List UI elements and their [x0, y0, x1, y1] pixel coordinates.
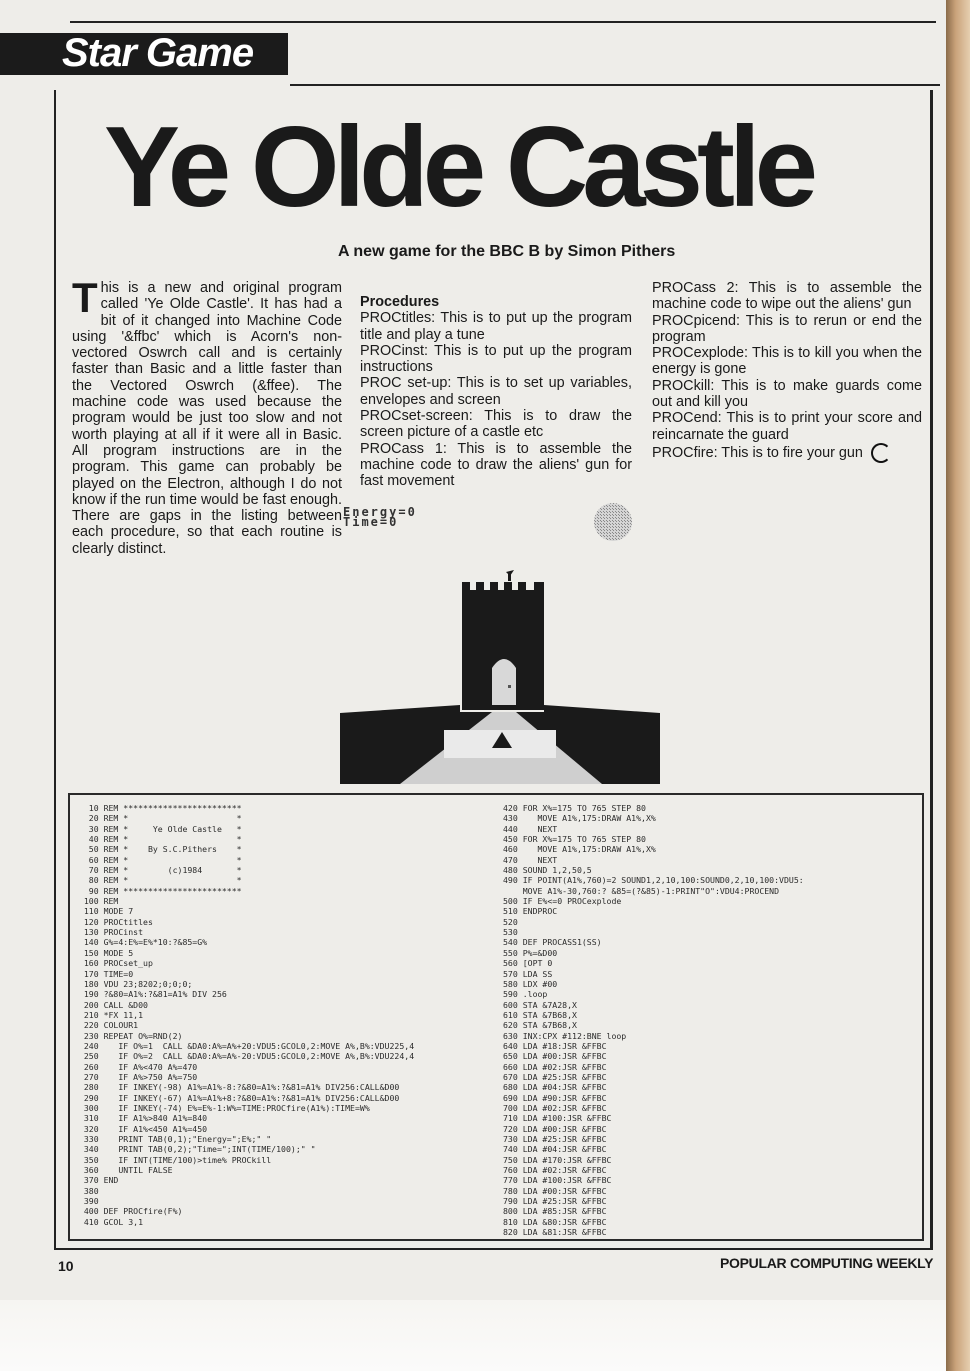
procedure-item: PROCass 2: This is to assemble the machine code to wipe out the aliens' gun	[652, 280, 922, 313]
listing-column-left	[74, 803, 414, 1227]
body-column-1	[72, 274, 342, 557]
code-line: 300 IF INKEY(-74) E%=E%-1:W%=TIME:PROCfire(A1%):TIME=W%	[74, 1102, 370, 1113]
code-line: 330 PRINT TAB(0,1);"Energy=";E%;" "	[74, 1134, 272, 1144]
code-line: 130 PROCinst	[74, 927, 144, 938]
code-line: 640 LDA #18:JSR &FFBC	[503, 1040, 607, 1051]
binding-spine	[946, 0, 970, 1371]
code-line: 740 LDA #04:JSR &FFBC	[503, 1144, 607, 1155]
procedure-item: PROCexplode: This is to kill you when the energy is gone	[652, 345, 922, 378]
time-readout: Time=0	[343, 515, 399, 529]
code-line: 380	[74, 1185, 99, 1196]
castle-tower-icon	[462, 582, 544, 710]
game-screenshot	[340, 500, 660, 784]
code-line: 120 PROCtitles	[74, 916, 153, 927]
code-line: 190 ?&80=A1%:?&81=A1% DIV 256	[74, 989, 227, 1000]
moon-icon	[594, 503, 632, 541]
procedure-item: PROCfire: This is to fire your gun	[652, 444, 863, 461]
article-byline: A new game for the BBC B by Simon Pithers	[338, 243, 676, 260]
code-line: 570 LDA SS	[503, 968, 553, 979]
code-line: 620 STA &7B68,X	[503, 1020, 577, 1031]
code-line: 370 END	[74, 1175, 119, 1186]
publication-name: POPULAR COMPUTING WEEKLY	[720, 1255, 934, 1271]
code-line: 200 CALL &D00	[74, 999, 148, 1010]
code-line: 150 MODE 5	[74, 947, 134, 958]
code-line: 290 IF INKEY(-67) A1%=A1%+8:?&80=A1%:?&81=A1% DIV256:CALL&D00	[74, 1092, 400, 1103]
code-line: 730 LDA #25:JSR &FFBC	[503, 1134, 607, 1144]
body-column-3	[652, 280, 922, 463]
code-line: 520	[503, 916, 518, 927]
code-line: MOVE A1%-30,760:? &85=(?&85)-1:PRINT"O":VDU4:PROCEND	[503, 885, 780, 896]
code-line: 100 REM	[74, 896, 119, 907]
code-line: 800 LDA #85:JSR &FFBC	[503, 1206, 607, 1217]
procedure-item: PROCset-screen: This is to draw the screen picture of a castle etc	[360, 408, 632, 441]
code-line: 320 IF A1%<450 A1%=450	[74, 1123, 208, 1134]
code-line: 530	[503, 927, 518, 938]
code-line: 770 LDA #100:JSR &FFBC	[503, 1175, 612, 1186]
castle-courtyard	[340, 705, 660, 784]
code-line: 270 IF A%>750 A%=750	[74, 1071, 198, 1082]
code-line: 810 LDA &80:JSR &FFBC	[503, 1216, 607, 1227]
page-bottom-margin	[0, 1300, 946, 1371]
code-line: 490 IF POINT(A1%,760)=2 SOUND1,2,10,100:SOUND0,2,10,100:VDU5:	[503, 875, 804, 886]
procedure-item-last	[652, 443, 922, 463]
code-line: 170 TIME=0	[74, 968, 134, 979]
procedure-item: PROCend: This is to print your score and reincarnate the guard	[652, 410, 922, 443]
code-line: 410 GCOL 3,1	[74, 1216, 144, 1227]
code-line: 110 MODE 7	[74, 906, 134, 917]
code-line: 510 ENDPROC	[503, 906, 558, 917]
code-line: 780 LDA #00:JSR &FFBC	[503, 1185, 607, 1196]
procedure-item: PROCkill: This is to make guards come out and kill you	[652, 377, 922, 411]
code-line: 660 LDA #02:JSR &FFBC	[503, 1061, 607, 1072]
code-line: 420 FOR X%=175 TO 765 STEP 80	[503, 803, 646, 813]
article-frame-right	[930, 90, 933, 1250]
code-line: 20 REM * *	[74, 813, 242, 824]
energy-readout: Energy=0	[343, 505, 417, 519]
procedure-item: PROCinst: This is to put up the program instructions	[360, 342, 632, 376]
code-line: 630 INX:CPX #112:BNE loop	[503, 1030, 627, 1041]
code-line: 480 SOUND 1,2,50,5	[503, 865, 592, 876]
code-line: 670 LDA #25:JSR &FFBC	[503, 1071, 607, 1082]
code-line: 160 PROCset_up	[74, 958, 153, 969]
code-line: 10 REM ************************	[74, 803, 242, 813]
code-line: 40 REM * *	[74, 834, 242, 845]
code-line: 540 DEF PROCASS1(SS)	[503, 937, 602, 948]
procedure-item: PROCpicend: This is to rerun or end the program	[652, 312, 922, 345]
procedure-item: PROCtitles: This is to put up the program title and play a tune	[360, 310, 632, 343]
code-line: 450 FOR X%=175 TO 765 STEP 80	[503, 834, 646, 845]
code-line: 760 LDA #02:JSR &FFBC	[503, 1165, 607, 1176]
code-line: 650 LDA #00:JSR &FFBC	[503, 1051, 607, 1062]
code-line: 500 IF E%<=0 PROCexplode	[503, 896, 622, 907]
code-line: 60 REM * *	[74, 854, 242, 865]
program-listing	[68, 793, 924, 1241]
code-line: 680 LDA #04:JSR &FFBC	[503, 1082, 607, 1093]
code-line: 310 IF A1%>840 A1%=840	[74, 1113, 208, 1124]
article-frame-bottom	[54, 1248, 932, 1250]
code-line: 140 G%=4:E%=E%*10:?&85=G%	[74, 937, 208, 948]
code-line: 790 LDA #25:JSR &FFBC	[503, 1196, 607, 1207]
top-rule	[70, 21, 936, 23]
intro-text: his is a new and original program called 'Ye Olde Castle'. It has had a bit of it changed into Machine Code using '&ffbc' which is Acorn's non-vectored Oswrch call and is certainly faster than Basic and a little faster than the Vectored Oswrch (&ffee). The machine code was used because the program would be just too slow and not worth playing at all if it were all in Basic. All program instructions are in the program. This game can probably be played on the Electron, although I do not know if the run time would be fast enough. There are gaps in the listing between each procedure, so that each routine is clearly distinct.	[72, 280, 342, 557]
code-line: 430 MOVE A1%,175:DRAW A1%,X%	[503, 813, 656, 824]
code-line: 470 NEXT	[503, 854, 558, 865]
listing-column-right	[503, 803, 804, 1237]
code-line: 70 REM * (c)1984 *	[74, 865, 242, 876]
code-line: 50 REM * By S.C.Pithers *	[74, 844, 242, 855]
procedures-heading: Procedures	[360, 294, 440, 310]
code-line: 210 *FX 11,1	[74, 1009, 144, 1020]
end-of-article-icon	[871, 443, 891, 463]
code-line: 460 MOVE A1%,175:DRAW A1%,X%	[503, 844, 656, 855]
code-line: 550 P%=&D00	[503, 947, 558, 958]
code-line: 80 REM * *	[74, 875, 242, 886]
body-column-2	[360, 280, 632, 490]
code-line: 230 REPEAT O%=RND(2)	[74, 1030, 183, 1041]
code-line: 340 PRINT TAB(0,2);"Time=";INT(TIME/100);" "	[74, 1144, 316, 1155]
code-line: 390	[74, 1196, 99, 1207]
code-line: 580 LDX #00	[503, 978, 558, 989]
intro-paragraph	[72, 274, 342, 557]
code-line: 710 LDA #100:JSR &FFBC	[503, 1113, 612, 1124]
code-line: 750 LDA #170:JSR &FFBC	[503, 1154, 612, 1165]
procedure-item: PROCass 1: This is to assemble the machine code to draw the aliens' gun for fast movement	[360, 440, 632, 490]
code-line: 820 LDA &81:JSR &FFBC	[503, 1227, 607, 1238]
code-line: 360 UNTIL FALSE	[74, 1165, 173, 1176]
code-line: 600 STA &7A28,X	[503, 999, 577, 1010]
code-line: 90 REM ************************	[74, 885, 242, 896]
drop-cap: T	[72, 274, 98, 321]
code-line: 590 .loop	[503, 989, 548, 1000]
code-line: 440 NEXT	[503, 823, 558, 834]
code-line: 720 LDA #00:JSR &FFBC	[503, 1123, 607, 1134]
code-line: 220 COLOUR1	[74, 1020, 139, 1031]
code-line: 180 VDU 23;8202;0;0;0;	[74, 978, 193, 989]
page-number: 10	[58, 1258, 74, 1274]
code-line: 700 LDA #02:JSR &FFBC	[503, 1102, 607, 1113]
code-line: 260 IF A%<470 A%=470	[74, 1061, 198, 1072]
code-line: 610 STA &7B68,X	[503, 1009, 577, 1020]
procedure-item: PROC set-up: This is to set up variables, envelopes and screen	[360, 375, 632, 408]
section-title: Star Game	[62, 31, 254, 75]
code-line: 30 REM * Ye Olde Castle *	[74, 823, 242, 834]
code-line: 690 LDA #90:JSR &FFBC	[503, 1092, 607, 1103]
code-line: 240 IF O%=1 CALL &DA0:A%=A%+20:VDU5:GCOL0,2:MOVE A%,B%:VDU225,4	[74, 1040, 415, 1051]
header-rule	[290, 84, 940, 86]
code-line: 250 IF O%=2 CALL &DA0:A%=A%-20:VDU5:GCOL0,2:MOVE A%,B%:VDU224,4	[74, 1051, 415, 1062]
article-headline: Ye Olde Castle	[104, 104, 813, 231]
alien-gun-icon	[506, 570, 514, 581]
code-line: 560 [OPT 0	[503, 958, 553, 969]
code-line: 280 IF INKEY(-98) A1%=A1%-8:?&80=A1%:?&81=A1% DIV256:CALL&D00	[74, 1082, 400, 1093]
article-frame-left	[54, 90, 56, 1250]
code-line: 350 IF INT(TIME/100)>time% PROCkill	[74, 1154, 272, 1165]
code-line: 400 DEF PROCfire(F%)	[74, 1206, 183, 1217]
game-status	[343, 507, 417, 527]
